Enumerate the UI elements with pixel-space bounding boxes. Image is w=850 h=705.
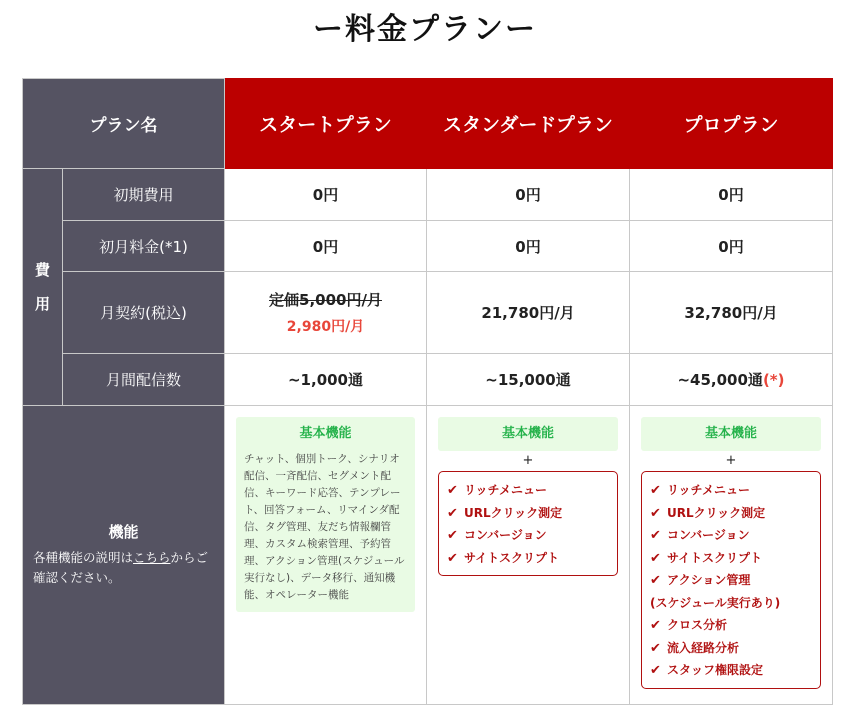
plus-sign: +	[522, 453, 534, 468]
list-item: ✔ スタッフ権限設定	[650, 659, 812, 682]
table-row	[23, 221, 833, 272]
list-item: ✔ URLクリック測定	[650, 502, 812, 525]
monthly-price-pro: 32,780円/月	[630, 272, 833, 354]
basic-features-title: 基本機能	[501, 426, 554, 441]
check-icon: ✔	[447, 483, 458, 498]
row-label-initial-fee: 初期費用	[63, 169, 225, 221]
deliveries-pro	[630, 354, 833, 406]
list-item: (スケジュール実行あり)	[650, 595, 781, 610]
deliveries-pro-value: ~45,000通	[677, 371, 763, 389]
row-label-monthly-deliveries: 月間配信数	[63, 354, 225, 406]
deliveries-standard: ~15,000通	[427, 354, 630, 406]
cost-category-char-1: 費	[34, 261, 50, 279]
list-item: ✔ リッチメニュー	[447, 479, 609, 502]
basic-features-title: 基本機能	[299, 426, 352, 441]
start-sale-price: 2,980円/月	[286, 319, 365, 335]
pricing-table	[22, 78, 833, 705]
initial-fee-pro: 0円	[630, 169, 833, 221]
check-icon: ✔	[650, 640, 661, 656]
plan-start-header: スタートプラン	[225, 79, 427, 169]
cost-category-label	[23, 169, 63, 406]
list-item: ✔ アクション管理	[650, 569, 812, 592]
list-item: ✔ 流入経路分析	[650, 637, 812, 660]
list-item: ✔ サイトスクリプト	[447, 547, 609, 570]
deliveries-start: ~1,000通	[225, 354, 427, 406]
features-link[interactable]: こちら	[133, 550, 171, 565]
pro-extras-box	[641, 471, 821, 689]
table-row	[23, 354, 833, 406]
check-icon: ✔	[650, 573, 661, 588]
table-row	[23, 169, 833, 221]
basic-features-box	[641, 417, 821, 451]
features-pro	[630, 406, 833, 705]
row-label-first-month: 初月料金(*1)	[63, 221, 225, 272]
plan-standard-header: スタンダードプラン	[427, 79, 630, 169]
check-icon: ✔	[650, 618, 661, 633]
features-standard	[427, 406, 630, 705]
list-item: ✔ URLクリック測定	[447, 502, 609, 525]
plan-header-row	[23, 79, 833, 169]
page-title: ー料金プランー	[313, 12, 537, 47]
deliveries-pro-note: (*)	[762, 371, 785, 389]
list-item: ✔ サイトスクリプト	[650, 547, 812, 570]
plan-pro-header: プロプラン	[630, 79, 833, 169]
standard-extras-box	[438, 471, 618, 576]
check-icon: ✔	[447, 528, 458, 543]
first-month-pro: 0円	[630, 221, 833, 272]
cost-category-char-2: 用	[34, 295, 50, 313]
basic-features-box	[438, 417, 618, 451]
check-icon: ✔	[447, 550, 458, 566]
check-icon: ✔	[650, 528, 661, 543]
row-label-monthly-contract: 月契約(税込)	[63, 272, 225, 354]
list-item: ✔ コンバージョン	[447, 524, 609, 547]
start-original-price: 定価5,000円/月	[269, 291, 382, 309]
check-icon: ✔	[650, 550, 661, 566]
features-description: 各種機能の説明はこちらからご確認ください。	[33, 550, 209, 585]
check-icon: ✔	[650, 483, 661, 498]
basic-features-title: 基本機能	[704, 426, 757, 441]
monthly-price-standard: 21,780円/月	[427, 272, 630, 354]
first-month-standard: 0円	[427, 221, 630, 272]
list-item: ✔ コンバージョン	[650, 524, 812, 547]
check-icon: ✔	[447, 505, 458, 521]
basic-features-text: チャット、個別トーク、シナリオ配信、一斉配信、セグメント配信、キーワード応答、テンプレート、回答フォーム、リマインダ配信、タグ管理、友だち情報欄管理、カスタム検索管理、予約管理、アクション管理(スケジュール実行なし)、データ移行、通知機能、オペレーター機能	[244, 453, 405, 601]
check-icon: ✔	[650, 663, 661, 678]
plan-name-label: プラン名	[23, 79, 225, 169]
check-icon: ✔	[650, 505, 661, 521]
plus-sign: +	[725, 453, 737, 468]
list-item: ✔ リッチメニュー	[650, 479, 812, 502]
initial-fee-standard: 0円	[427, 169, 630, 221]
monthly-price-start	[225, 272, 427, 354]
list-item: ✔ クロス分析	[650, 614, 812, 637]
table-row	[23, 272, 833, 354]
features-label-cell	[23, 406, 225, 705]
first-month-start: 0円	[225, 221, 427, 272]
features-start	[225, 406, 427, 705]
initial-fee-start: 0円	[225, 169, 427, 221]
features-row	[23, 406, 833, 705]
basic-features-box	[236, 417, 415, 612]
features-title: 機能	[108, 523, 139, 541]
